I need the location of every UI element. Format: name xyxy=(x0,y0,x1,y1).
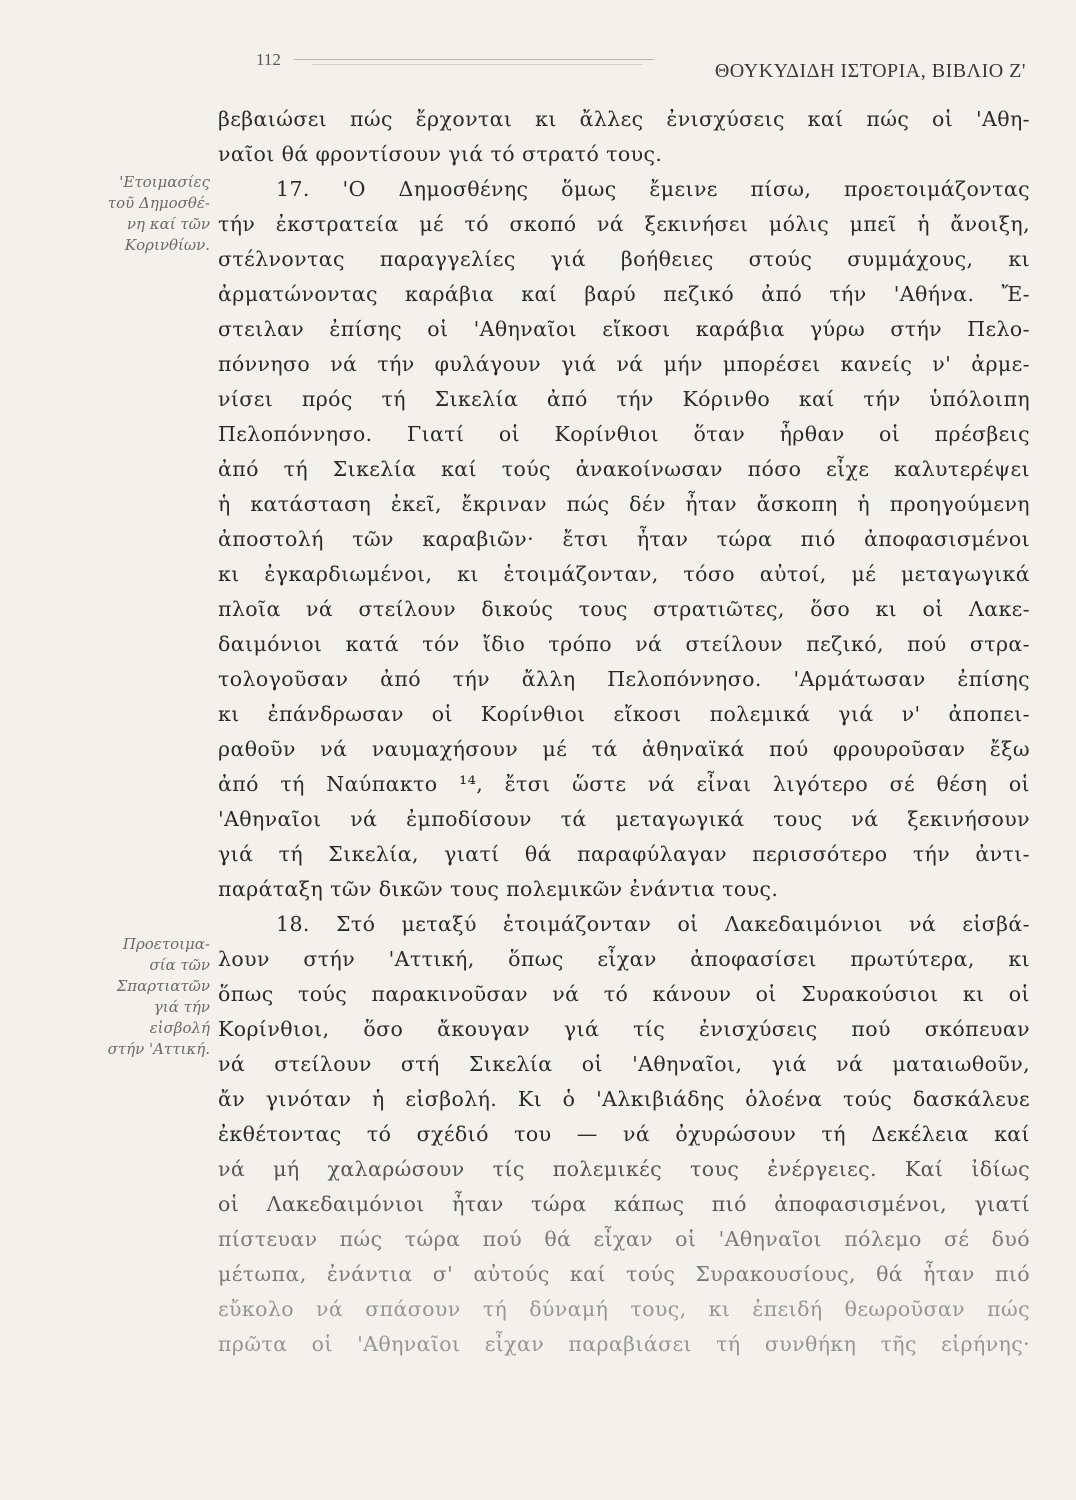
text-line: Πελοπόννησο. Γιατί οἱ Κορίνθιοι ὅταν ἦρθαν οἱ πρέσβεις xyxy=(218,422,1030,446)
text-line: ἀπό τή Ναύπακτο ¹⁴, ἔτσι ὥστε νά εἶναι λιγότερο σέ θέση οἱ xyxy=(218,772,1030,796)
page-header xyxy=(252,42,1032,82)
header-rule-faint xyxy=(312,64,642,65)
text-line: μέτωπα, ἐνάντια σ' αὐτούς καί τούς Συρακουσίους, θά ἦταν πιό xyxy=(218,1262,1030,1286)
text-line-section-18: 18. Στό μεταξύ ἑτοιμάζονταν οἱ Λακεδαιμόνιοι νά εἰσβά- xyxy=(276,912,1030,936)
text-line: Κορίνθιοι, ὅσο ἄκουγαν γιά τίς ἐνισχύσεις πού σκόπευαν xyxy=(218,1017,1030,1041)
text-line: ἡ κατάσταση ἐκεῖ, ἔκριναν πώς δέν ἦταν ἄσκοπη ἡ προηγούμενη xyxy=(218,492,1030,516)
text-line: ὅπως τούς παρακινοῦσαν νά τό κάνουν οἱ Συρακούσιοι κι οἱ xyxy=(218,982,1030,1006)
margin-note-line: στήν 'Αττική. xyxy=(107,1040,210,1058)
margin-note-line: Προετοιμα- xyxy=(122,935,210,953)
text-line: λουν στήν 'Αττική, ὅπως εἶχαν ἀποφασίσει πρωτύτερα, κι xyxy=(218,947,1030,971)
margin-note-line: Σπαρτιατῶν xyxy=(116,977,210,995)
text-line: 'Αθηναῖοι νά ἐμποδίσουν τά μεταγωγικά τους νά ξεκινήσουν xyxy=(218,807,1030,831)
text-line: πρῶτα οἱ 'Αθηναῖοι εἶχαν παραβιάσει τή συνθήκη τῆς εἰρήνης· xyxy=(218,1332,1030,1356)
margin-note-demosthenes xyxy=(40,172,210,256)
text-line: ἀρματώνοντας καράβια καί βαρύ πεζικό ἀπό τήν 'Αθήνα. Ἔ- xyxy=(218,282,1030,306)
text-line: τήν ἐκστρατεία μέ τό σκοπό νά ξεκινήσει μόλις μπεῖ ἡ ἄνοιξη, xyxy=(218,212,1030,236)
text-line: πλοῖα νά στείλουν δικούς τους στρατιῶτες, ὅσο κι οἱ Λακε- xyxy=(218,597,1030,621)
header-rule xyxy=(294,59,654,60)
text-line: γιά τή Σικελία, γιατί θά παραφύλαγαν περισσότερο τήν ἀντι- xyxy=(218,842,1030,866)
text-line: οἱ Λακεδαιμόνιοι ἦταν τώρα κάπως πιό ἀποφασισμένοι, γιατί xyxy=(218,1192,1030,1216)
text-line: νίσει πρός τή Σικελία ἀπό τήν Κόρινθο καί τήν ὑπόλοιπη xyxy=(218,387,1030,411)
text-line: στέλνοντας παραγγελίες γιά βοήθειες στούς συμμάχους, κι xyxy=(218,247,1030,271)
text-line: εὔκολο νά σπάσουν τή δύναμή τους, κι ἐπειδή θεωροῦσαν πώς xyxy=(218,1297,1030,1321)
page-number: 112 xyxy=(256,50,281,69)
text-line: βεβαιώσει πώς ἔρχονται κι ἄλλες ἐνισχύσεις καί πώς οἱ 'Αθη- xyxy=(218,107,1030,131)
text-line: κι ἐπάνδρωσαν οἱ Κορίνθιοι εἴκοσι πολεμικά γιά ν' ἀποπει- xyxy=(218,702,1030,726)
text-line: παράταξη τῶν δικῶν τους πολεμικῶν ἐνάντια τους. xyxy=(218,877,779,901)
text-line: πόννησο νά τήν φυλάγουν γιά νά μήν μπορέσει κανείς ν' ἀρμε- xyxy=(218,352,1030,376)
margin-note-line: Κορινθίων. xyxy=(124,236,210,254)
running-head: ΘΟΥΚΥΔΙΔΗ ΙΣΤΟΡΙΑ, ΒΙΒΛΙΟ Ζ' xyxy=(714,60,1026,82)
text-line: δαιμόνιοι κατά τόν ἴδιο τρόπο νά στείλουν πεζικό, πού στρα- xyxy=(218,632,1030,656)
text-line: στειλαν ἐπίσης οἱ 'Αθηναῖοι εἴκοσι καράβια γύρω στήν Πελο- xyxy=(218,317,1030,341)
text-line-section-17: 17. 'Ο Δημοσθένης ὅμως ἔμεινε πίσω, προετοιμάζοντας xyxy=(276,177,1030,201)
text-line: ἀπό τή Σικελία καί τούς ἀνακοίνωσαν πόσο εἶχε καλυτερέψει xyxy=(218,457,1030,481)
text-line: κι ἐγκαρδιωμένοι, κι ἑτοιμάζονταν, τόσο αὐτοί, μέ μεταγωγικά xyxy=(218,562,1030,586)
text-line: νά μή χαλαρώσουν τίς πολεμικές τους ἐνέργειες. Καί ἰδίως xyxy=(218,1157,1030,1181)
margin-note-line: σία τῶν xyxy=(149,956,210,974)
margin-note-line: νη καί τῶν xyxy=(126,215,210,233)
text-line: ραθοῦν νά ναυμαχήσουν μέ τά ἀθηναϊκά πού φρουροῦσαν ἔξω xyxy=(218,737,1030,761)
text-line: τολογοῦσαν ἀπό τήν ἄλλη Πελοπόννησο. 'Αρμάτωσαν ἐπίσης xyxy=(218,667,1030,691)
margin-note-line: τοῦ Δημοσθέ- xyxy=(107,194,210,212)
text-line: πίστευαν πώς τώρα πού θά εἶχαν οἱ 'Αθηναῖοι πόλεμο σέ δυό xyxy=(218,1227,1030,1251)
margin-note-spartans xyxy=(40,934,210,1060)
body-text xyxy=(218,102,1030,1362)
text-line: νά στείλουν στή Σικελία οἱ 'Αθηναῖοι, γιά νά ματαιωθοῦν, xyxy=(218,1052,1030,1076)
text-line: ἐκθέτοντας τό σχέδιό του — νά ὀχυρώσουν τή Δεκέλεια καί xyxy=(218,1122,1030,1146)
margin-note-line: εἰσβολή xyxy=(149,1019,210,1037)
margin-note-line: 'Ετοιμασίες xyxy=(119,173,210,191)
text-line: ἀποστολή τῶν καραβιῶν· ἔτσι ἦταν τώρα πιό ἀποφασισμένοι xyxy=(218,527,1030,551)
text-line: ναῖοι θά φροντίσουν γιά τό στρατό τους. xyxy=(218,142,663,166)
margin-note-line: γιά τήν xyxy=(153,998,210,1016)
text-line: ἄν γινόταν ἡ εἰσβολή. Κι ὁ 'Αλκιβιάδης ὁλοένα τούς δασκάλευε xyxy=(218,1087,1030,1111)
